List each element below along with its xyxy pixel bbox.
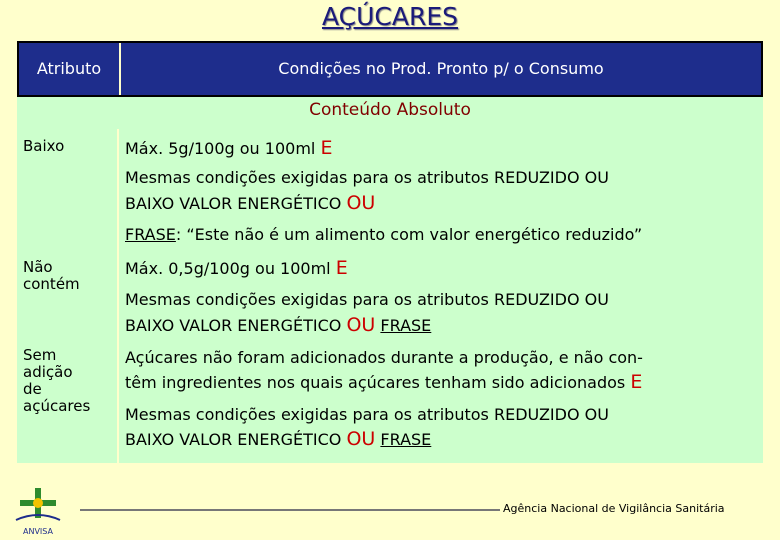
condition-text: Máx. 0,5g/100g ou 100ml bbox=[125, 259, 331, 278]
header-conditions: Condições no Prod. Pronto p/ o Consumo bbox=[278, 59, 604, 78]
condition-text: BAIXO VALOR ENERGÉTICO bbox=[125, 430, 342, 449]
row-sem-adicao-line1: Açúcares não foram adicionados durante a produção, e não con- bbox=[125, 348, 643, 367]
row-nao-contem-line3 bbox=[125, 314, 431, 336]
connector-ou: OU bbox=[346, 192, 376, 214]
anvisa-logo bbox=[8, 484, 68, 538]
attribute-line: Não bbox=[23, 258, 53, 276]
attribute-baixo: Baixo bbox=[23, 137, 65, 155]
attribute-sem-adicao bbox=[23, 347, 90, 415]
table-header bbox=[17, 41, 763, 97]
row-baixo-frase bbox=[125, 225, 642, 244]
row-baixo-line3 bbox=[125, 192, 375, 214]
conditions-table bbox=[17, 97, 763, 463]
connector-e: E bbox=[320, 137, 333, 159]
attribute-line: adição bbox=[23, 363, 73, 381]
frase-label: FRASE bbox=[125, 225, 176, 244]
row-nao-contem-line2: Mesmas condições exigidas para os atributos REDUZIDO OU bbox=[125, 290, 609, 309]
row-sem-adicao-line2 bbox=[125, 371, 642, 393]
frase-label: FRASE bbox=[380, 430, 432, 449]
attribute-nao-contem bbox=[23, 259, 80, 293]
connector-e: E bbox=[630, 371, 643, 393]
column-divider bbox=[117, 129, 119, 463]
row-sem-adicao-line4 bbox=[125, 428, 431, 450]
row-nao-contem-line1 bbox=[125, 257, 348, 279]
logo-text: ANVISA bbox=[23, 527, 53, 536]
connector-ou: OU bbox=[346, 314, 376, 336]
attribute-line: Sem bbox=[23, 346, 57, 364]
page-title: AÇÚCARES bbox=[321, 2, 458, 31]
footer-divider bbox=[80, 509, 500, 511]
header-attribute: Atributo bbox=[36, 59, 102, 78]
connector-ou: OU bbox=[346, 428, 376, 450]
row-baixo-line2: Mesmas condições exigidas para os atributos REDUZIDO OU bbox=[125, 168, 609, 187]
row-baixo-line1 bbox=[125, 137, 332, 159]
condition-text: têm ingredientes nos quais açúcares tenham sido adicionados bbox=[125, 373, 626, 392]
connector-e: E bbox=[335, 257, 348, 279]
row-sem-adicao-line3: Mesmas condições exigidas para os atributos REDUZIDO OU bbox=[125, 405, 609, 424]
condition-text: BAIXO VALOR ENERGÉTICO bbox=[125, 194, 342, 213]
frase-label: FRASE bbox=[380, 316, 432, 335]
subheader-absolute-content: Conteúdo Absoluto bbox=[309, 100, 471, 120]
attribute-line: de bbox=[23, 380, 42, 398]
condition-text: BAIXO VALOR ENERGÉTICO bbox=[125, 316, 342, 335]
footer-agency: Agência Nacional de Vigilância Sanitária bbox=[503, 502, 725, 515]
attribute-line: contém bbox=[23, 275, 80, 293]
frase-text: : “Este não é um alimento com valor energético reduzido” bbox=[175, 225, 643, 244]
logo-circle bbox=[33, 498, 43, 508]
condition-text: Máx. 5g/100g ou 100ml bbox=[125, 139, 316, 158]
attribute-line: açúcares bbox=[23, 397, 91, 415]
